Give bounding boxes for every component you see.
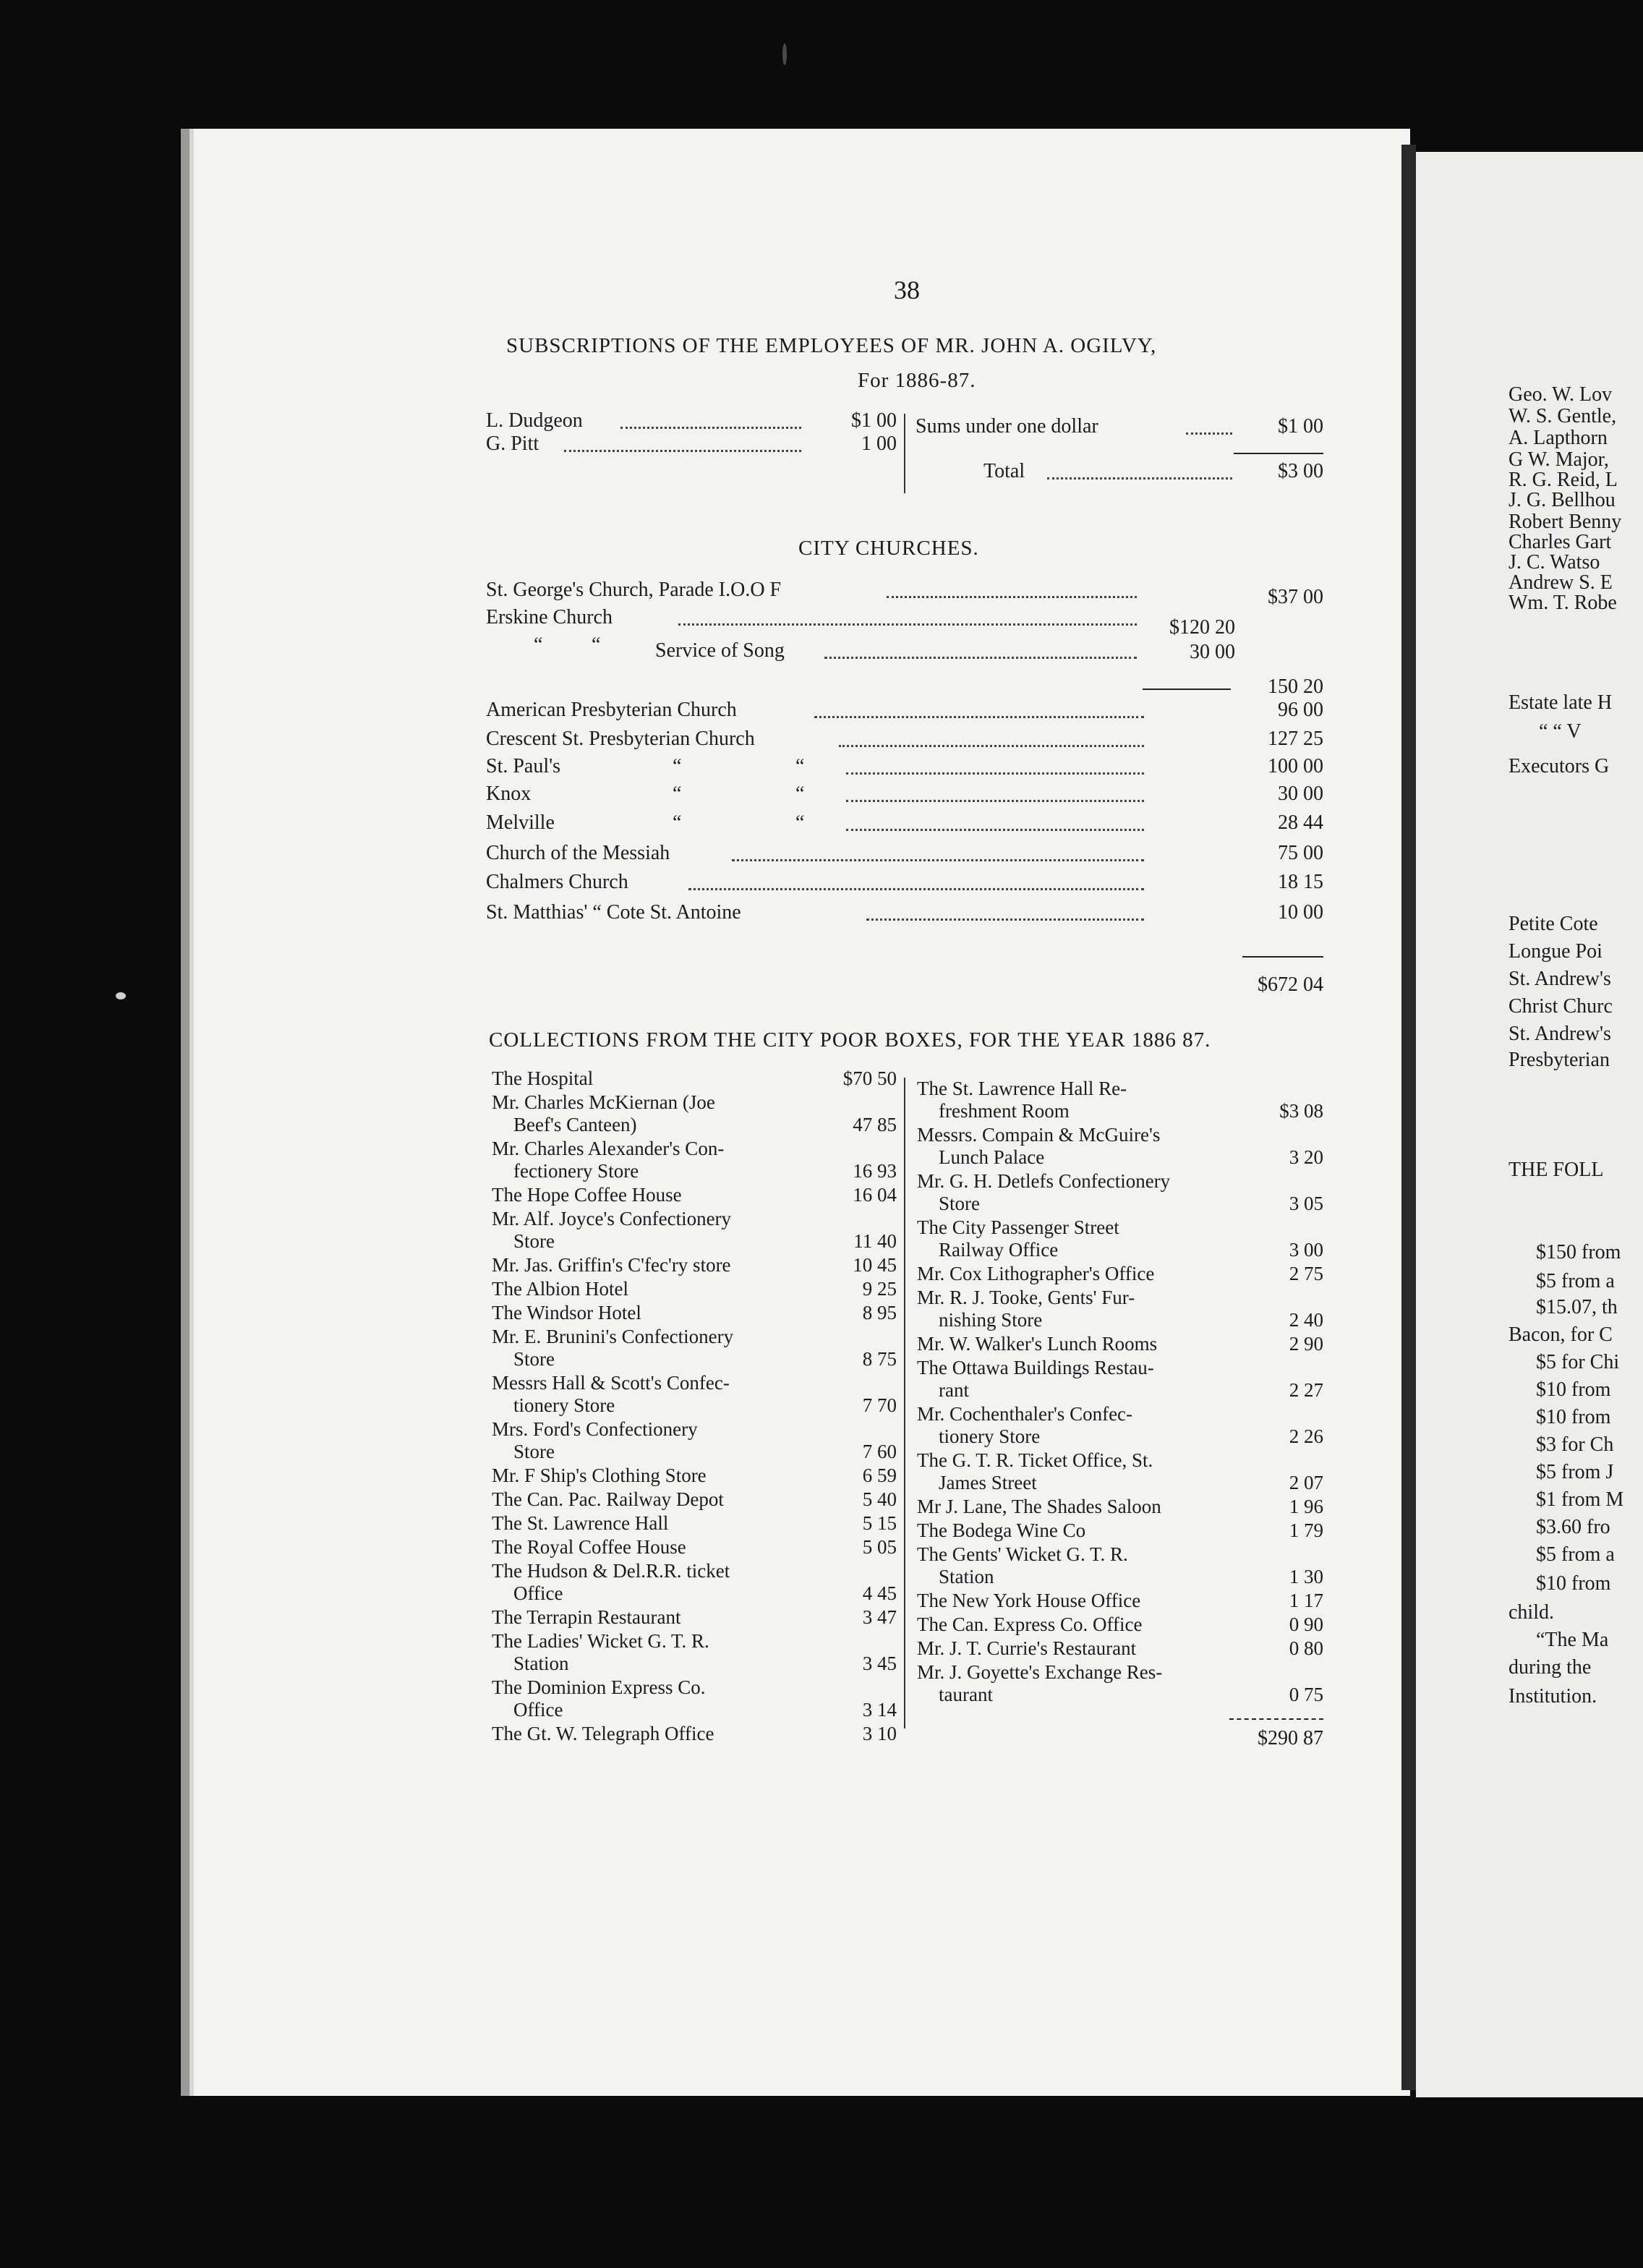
church-amount: 96 00 (1278, 699, 1323, 721)
church-label: Chalmers Church (486, 871, 628, 893)
column-divider (904, 414, 905, 493)
ditto-mark: “ (795, 783, 805, 805)
right-page-line: Wm. T. Robe (1508, 592, 1617, 614)
list-item (917, 1403, 1242, 1448)
page-number: 38 (894, 276, 920, 304)
list-item (492, 1091, 817, 1136)
right-page-line: $150 from (1536, 1241, 1621, 1263)
right-page-line: “The Ma (1536, 1629, 1609, 1651)
right-page-line: $5 from a (1536, 1543, 1615, 1566)
leader-dots (688, 888, 1144, 890)
right-page-line: W. S. Gentle, (1508, 405, 1617, 427)
list-item-text: The Albion Hotel (492, 1278, 628, 1300)
right-page-line: $10 from (1536, 1406, 1611, 1428)
list-item (492, 1254, 817, 1276)
list-item-text: The G. T. R. Ticket Office, St. (917, 1449, 1153, 1471)
list-item-text: Railway Office (939, 1239, 1059, 1261)
list-item-amount: 6 59 (862, 1465, 897, 1486)
column-divider (904, 1078, 905, 1728)
list-item-text: Mr. E. Brunini's Confectionery (492, 1326, 734, 1347)
list-item (492, 1184, 817, 1206)
churches-heading: CITY CHURCHES. (798, 537, 979, 560)
list-item-text: The Ladies' Wicket G. T. R. (492, 1630, 709, 1652)
list-item-text: Mr. R. J. Tooke, Gents' Fur- (917, 1287, 1135, 1308)
list-item-amount: 5 40 (862, 1488, 897, 1510)
list-item (492, 1138, 817, 1182)
right-page-line: Estate late H (1508, 691, 1613, 714)
right-page-line: $1 from M (1536, 1488, 1624, 1511)
ditto-mark: “ (673, 811, 682, 834)
list-item-amount: 11 40 (853, 1230, 897, 1252)
list-item-text: Office (513, 1582, 563, 1604)
list-item-amount: 2 90 (1289, 1333, 1323, 1355)
list-item-amount: 8 95 (862, 1302, 897, 1323)
list-item-text: Store (513, 1348, 555, 1370)
right-page-line: $10 from (1536, 1572, 1611, 1595)
church-label: St. Matthias' “ Cote St. Antoine (486, 901, 741, 924)
list-item (492, 1278, 817, 1300)
list-item-text: nishing Store (939, 1309, 1043, 1331)
list-item (917, 1216, 1242, 1261)
list-item-amount: 1 79 (1289, 1519, 1323, 1541)
list-item (917, 1449, 1242, 1494)
list-item-text: Mr. J. T. Currie's Restaurant (917, 1637, 1137, 1659)
subscriber-amount: $1 00 (851, 409, 897, 432)
right-page-line: $15.07, th (1536, 1296, 1618, 1318)
list-item-text: The St. Lawrence Hall (492, 1512, 669, 1534)
list-item-text: Messrs. Compain & McGuire's (917, 1124, 1161, 1146)
list-item (492, 1676, 817, 1721)
list-item (492, 1372, 817, 1417)
list-item (917, 1613, 1242, 1636)
list-item-text: The Can. Pac. Railway Depot (492, 1488, 724, 1510)
right-page-line: Presbyterian (1508, 1049, 1610, 1071)
list-item-text: Mr. Cochenthaler's Confec- (917, 1403, 1133, 1425)
church-label: Crescent St. Presbyterian Church (486, 728, 755, 750)
list-item-amount: 3 20 (1289, 1146, 1323, 1168)
list-item-text: freshment Room (939, 1100, 1070, 1122)
list-item-amount: 16 93 (853, 1160, 897, 1182)
list-item-text: Mrs. Ford's Confectionery (492, 1418, 698, 1440)
right-page-line: during the (1508, 1656, 1592, 1679)
right-page-line: Institution. (1508, 1685, 1597, 1708)
right-page-line: Robert Benny (1508, 511, 1622, 533)
list-item-text: The Royal Coffee House (492, 1536, 686, 1558)
subscriptions-total-label: Total (983, 460, 1025, 482)
church-label: American Presbyterian Church (486, 699, 737, 721)
list-item (492, 1488, 817, 1511)
list-item-text: The Hope Coffee House (492, 1184, 682, 1206)
list-item-amount: 4 45 (862, 1582, 897, 1604)
leader-dots (1047, 477, 1232, 479)
dust-speck (116, 992, 126, 999)
church-amount: 10 00 (1278, 901, 1323, 924)
list-item-amount: 1 30 (1289, 1566, 1323, 1587)
leader-dots (620, 427, 801, 429)
right-page-line: J. G. Bellhou (1508, 489, 1616, 511)
list-item (917, 1543, 1242, 1588)
list-item (492, 1512, 817, 1535)
sums-under-dollar-label: Sums under one dollar (916, 415, 1098, 438)
list-item-text: Station (513, 1653, 569, 1674)
list-item-amount: 7 60 (862, 1441, 897, 1462)
list-item-text: The St. Lawrence Hall Re- (917, 1078, 1127, 1099)
list-item (917, 1124, 1242, 1169)
list-item-text: The Can. Express Co. Office (917, 1613, 1143, 1635)
church-amount: 100 00 (1268, 755, 1323, 777)
leader-dots (866, 918, 1144, 921)
ditto-mark: “ (673, 755, 682, 777)
list-item (492, 1723, 817, 1745)
subscriber-amount: 1 00 (861, 432, 897, 455)
list-item (917, 1661, 1242, 1706)
list-item (917, 1170, 1242, 1215)
list-item-text: taurant (939, 1684, 993, 1705)
right-page-line: $3 for Ch (1536, 1433, 1614, 1456)
right-page-line: St. Andrew's (1508, 968, 1611, 990)
right-page-line: THE FOLL (1508, 1159, 1604, 1181)
list-item-text: Mr. J. Goyette's Exchange Res- (917, 1661, 1163, 1683)
list-item-amount: 3 14 (862, 1699, 897, 1721)
list-item-amount: 2 07 (1289, 1472, 1323, 1493)
subscriptions-heading: SUBSCRIPTIONS OF THE EMPLOYEES OF MR. JOHN A. OGILVY, (506, 334, 1157, 357)
list-item (492, 1465, 817, 1487)
list-item-amount: 2 75 (1289, 1263, 1323, 1284)
list-item (492, 1208, 817, 1253)
list-item-text: rant (939, 1379, 969, 1401)
list-item-text: Store (513, 1230, 555, 1252)
church-amount: 150 20 (1268, 675, 1323, 698)
church-amount: 30 00 (1278, 783, 1323, 805)
church-label: Knox (486, 783, 532, 805)
list-item-amount: 3 05 (1289, 1193, 1323, 1214)
book-gutter (1401, 145, 1416, 2090)
church-amount: 18 15 (1278, 871, 1323, 893)
list-item-amount: 8 75 (862, 1348, 897, 1370)
church-amount: 30 00 (1190, 641, 1235, 663)
list-item-amount: 0 90 (1289, 1613, 1323, 1635)
list-item-text: Mr. F Ship's Clothing Store (492, 1465, 707, 1486)
list-item-text: Mr. Alf. Joyce's Confectionery (492, 1208, 732, 1229)
list-item-amount: 3 00 (1289, 1239, 1323, 1261)
list-item-amount: 3 45 (862, 1653, 897, 1674)
right-page-line: A. Lapthorn (1508, 427, 1608, 449)
dust-speck (782, 43, 787, 65)
list-item (917, 1078, 1242, 1122)
list-item-amount: 2 26 (1289, 1425, 1323, 1447)
list-item-text: James Street (939, 1472, 1037, 1493)
church-amount: $120 20 (1169, 616, 1235, 639)
list-item-text: Store (939, 1193, 980, 1214)
leader-dots (732, 859, 1144, 861)
list-item (917, 1287, 1242, 1331)
list-item (917, 1637, 1242, 1660)
list-item-amount: 10 45 (853, 1254, 897, 1276)
list-item-text: Mr. Charles Alexander's Con- (492, 1138, 725, 1159)
leader-dots (887, 596, 1137, 598)
church-label: St. George's Church, Parade I.O.O F (486, 579, 782, 601)
church-label: Erskine Church (486, 606, 613, 628)
list-item (492, 1560, 817, 1605)
right-page-line: Christ Churc (1508, 995, 1613, 1018)
list-item-amount: $3 08 (1279, 1100, 1323, 1122)
church-label: Melville (486, 811, 555, 834)
list-item-text: The Gents' Wicket G. T. R. (917, 1543, 1128, 1565)
right-page-line: Executors G (1508, 755, 1610, 777)
list-item (492, 1302, 817, 1324)
list-item-amount: 2 27 (1289, 1379, 1323, 1401)
list-item-amount: 1 96 (1289, 1496, 1323, 1517)
list-item-amount: $70 50 (842, 1067, 897, 1089)
list-item-text: The Hudson & Del.R.R. ticket (492, 1560, 730, 1582)
ditto-mark: “ (673, 783, 682, 805)
list-item-text: Mr. Jas. Griffin's C'fec'ry store (492, 1254, 731, 1276)
right-page-line: $5 from a (1536, 1270, 1615, 1292)
right-page-line: “ “ V (1539, 720, 1582, 743)
ditto-mark: “ (795, 755, 805, 777)
subscriber-name: G. Pitt (486, 432, 539, 455)
right-page-line: Petite Cote (1508, 913, 1598, 935)
list-item-amount: 9 25 (862, 1278, 897, 1300)
right-page-line: Andrew S. E (1508, 571, 1613, 594)
list-item (492, 1630, 817, 1675)
church-amount: 28 44 (1278, 811, 1323, 834)
church-amount: 75 00 (1278, 842, 1323, 864)
subscriptions-subheading: For 1886-87. (858, 369, 976, 392)
list-item (917, 1519, 1242, 1542)
right-page-line: Geo. W. Lov (1508, 383, 1613, 406)
right-page-line: St. Andrew's (1508, 1023, 1611, 1045)
church-amount: $37 00 (1268, 586, 1323, 608)
list-item-amount: 1 17 (1289, 1590, 1323, 1611)
list-item-amount: 5 05 (862, 1536, 897, 1558)
church-label: Church of the Messiah (486, 842, 670, 864)
sums-under-dollar-amount: $1 00 (1278, 415, 1323, 438)
leader-dots (846, 800, 1144, 802)
right-page-line: $3.60 fro (1536, 1516, 1610, 1538)
right-page-line: Longue Poi (1508, 940, 1603, 963)
list-item (492, 1418, 817, 1463)
list-item (492, 1536, 817, 1559)
right-page-line: Bacon, for C (1508, 1323, 1613, 1346)
list-item-text: The New York House Office (917, 1590, 1141, 1611)
list-item-text: fectionery Store (513, 1160, 639, 1182)
ditto-mark: “ (592, 634, 601, 656)
list-item-text: Mr. Charles McKiernan (Joe (492, 1091, 715, 1113)
list-item (917, 1263, 1242, 1285)
list-item-amount: 5 15 (862, 1512, 897, 1534)
total-rule (1234, 453, 1323, 454)
list-item (917, 1496, 1242, 1518)
list-item-text: The Hospital (492, 1067, 594, 1089)
leader-dots (839, 745, 1144, 747)
right-page-line: $5 for Chi (1536, 1351, 1620, 1373)
list-item-text: The Dominion Express Co. (492, 1676, 706, 1698)
right-page-line: J. C. Watso (1508, 551, 1600, 574)
leader-dots (846, 829, 1144, 831)
subscriber-name: L. Dudgeon (486, 409, 583, 432)
list-item-text: Messrs Hall & Scott's Confec- (492, 1372, 730, 1394)
list-item-text: Station (939, 1566, 994, 1587)
list-item-amount: 0 75 (1289, 1684, 1323, 1705)
total-rule (1229, 1718, 1323, 1720)
list-item-text: Beef's Canteen) (513, 1114, 637, 1135)
list-item-text: Mr J. Lane, The Shades Saloon (917, 1496, 1161, 1517)
right-page-line: $10 from (1536, 1378, 1611, 1401)
list-item (492, 1326, 817, 1370)
list-item-text: Lunch Palace (939, 1146, 1045, 1168)
list-item (917, 1357, 1242, 1402)
list-item-text: Mr. Cox Lithographer's Office (917, 1263, 1155, 1284)
list-item-text: The City Passenger Street (917, 1216, 1119, 1238)
leader-dots (846, 772, 1144, 775)
list-item-text: tionery Store (939, 1425, 1041, 1447)
list-item (492, 1067, 817, 1090)
right-page-line: Charles Gart (1508, 531, 1612, 553)
list-item-text: Mr. G. H. Detlefs Confectionery (917, 1170, 1171, 1192)
list-item-text: Office (513, 1699, 563, 1721)
leader-dots (564, 450, 801, 452)
churches-total-amount: $672 04 (1258, 973, 1323, 996)
church-label: St. Paul's (486, 755, 561, 777)
list-item-text: The Gt. W. Telegraph Office (492, 1723, 714, 1744)
list-item-amount: 0 80 (1289, 1637, 1323, 1659)
list-item-text: The Bodega Wine Co (917, 1519, 1086, 1541)
list-item-text: Store (513, 1441, 555, 1462)
right-page-line: $5 from J (1536, 1461, 1614, 1483)
list-item-amount: 16 04 (853, 1184, 897, 1206)
list-item (492, 1606, 817, 1629)
list-item-amount: 3 10 (862, 1723, 897, 1744)
leader-dots (814, 716, 1144, 718)
list-item (917, 1333, 1242, 1355)
leader-dots (824, 657, 1137, 659)
total-rule (1242, 956, 1323, 958)
leader-dots (1186, 432, 1232, 435)
church-label: Service of Song (655, 639, 785, 662)
list-item-text: The Ottawa Buildings Restau- (917, 1357, 1154, 1378)
leader-dots (678, 623, 1137, 626)
list-item-amount: 3 47 (862, 1606, 897, 1628)
right-page-line: G W. Major, (1508, 448, 1609, 471)
list-item-text: tionery Store (513, 1394, 615, 1416)
subscriptions-total-amount: $3 00 (1278, 460, 1323, 482)
list-item (917, 1590, 1242, 1612)
ditto-mark: “ (534, 634, 543, 656)
poor-boxes-heading: COLLECTIONS FROM THE CITY POOR BOXES, FOR THE YEAR 1886 87. (489, 1028, 1211, 1052)
church-amount: 127 25 (1268, 728, 1323, 750)
poor-boxes-total-amount: $290 87 (1258, 1727, 1323, 1749)
ditto-mark: “ (795, 811, 805, 834)
list-item-text: Mr. W. Walker's Lunch Rooms (917, 1333, 1158, 1355)
list-item-text: The Terrapin Restaurant (492, 1606, 681, 1628)
list-item-amount: 47 85 (853, 1114, 897, 1135)
subtotal-rule (1143, 688, 1231, 690)
list-item-amount: 7 70 (862, 1394, 897, 1416)
list-item-amount: 2 40 (1289, 1309, 1323, 1331)
list-item-text: The Windsor Hotel (492, 1302, 641, 1323)
right-page-line: R. G. Reid, L (1508, 469, 1618, 491)
right-page-line: child. (1508, 1601, 1554, 1624)
